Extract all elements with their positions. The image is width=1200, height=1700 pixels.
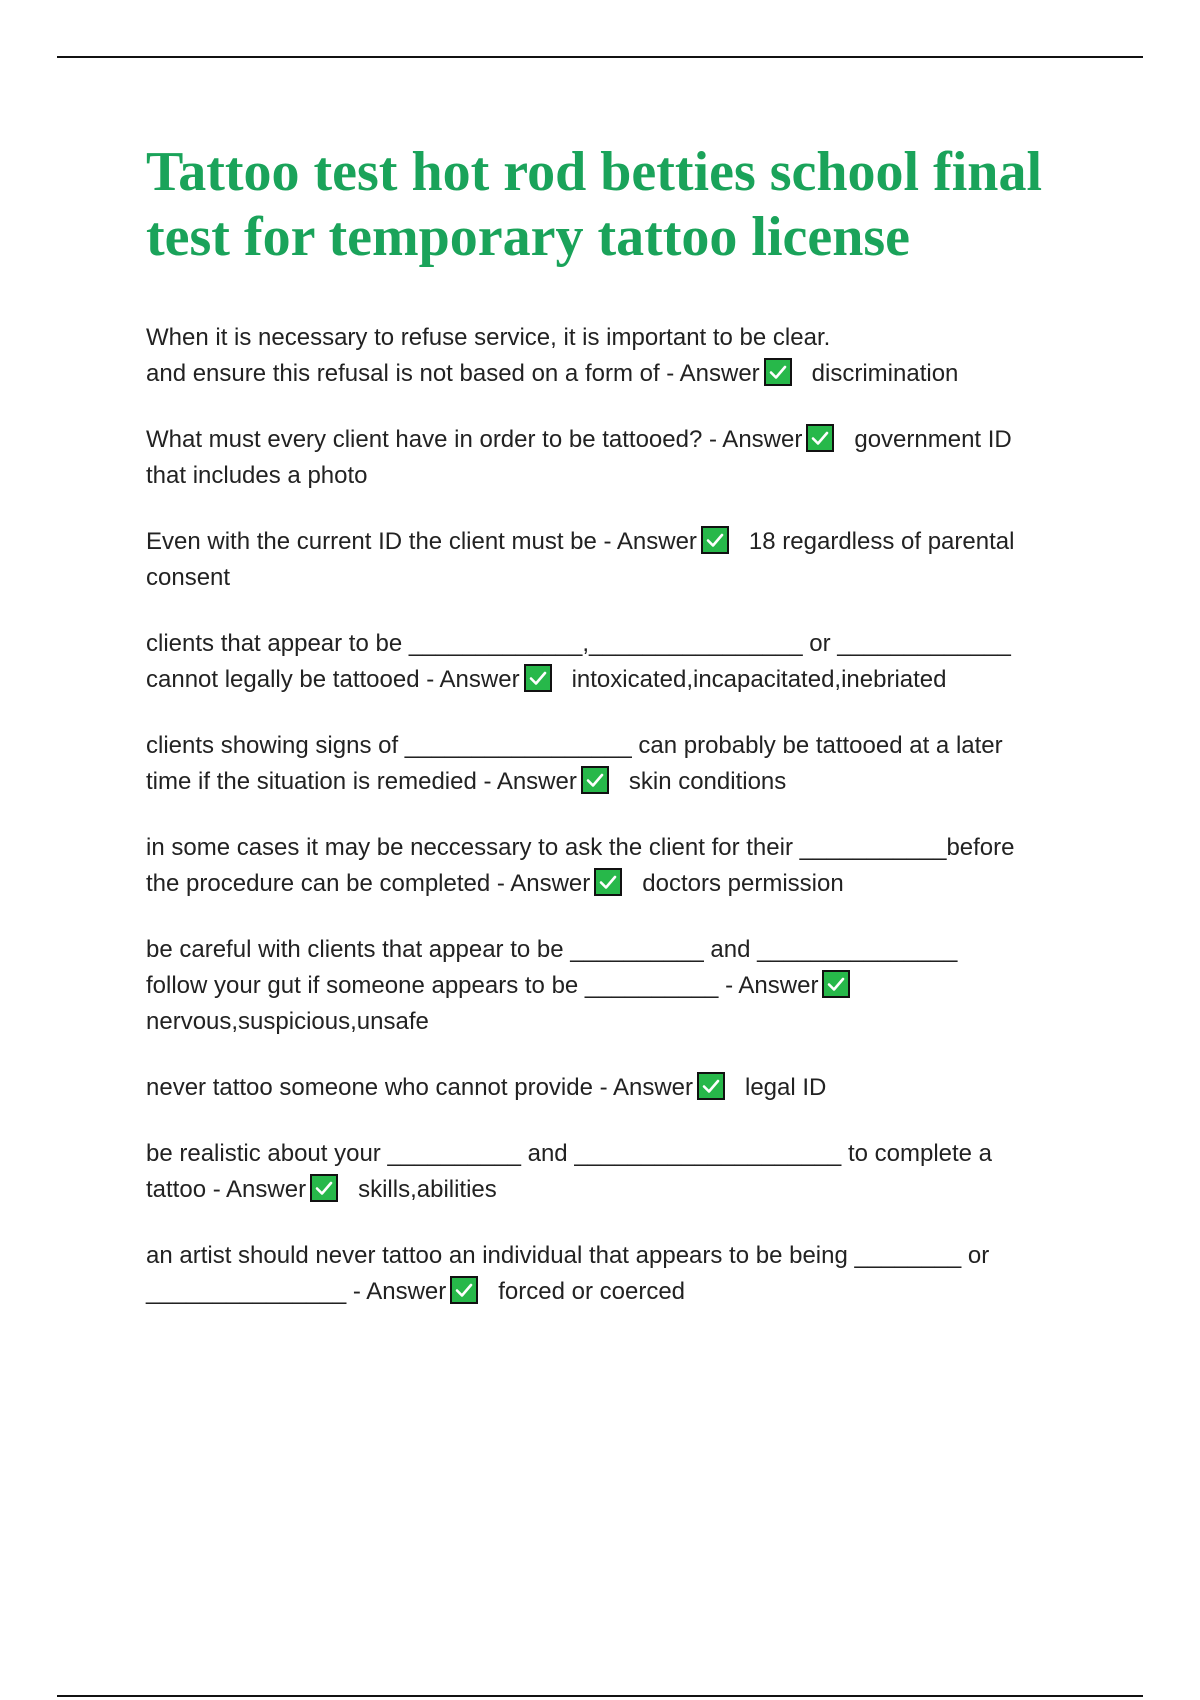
- qa-question-line: [146, 626, 1106, 662]
- qa-question-line: [146, 932, 1106, 968]
- qa-item: [146, 422, 1106, 494]
- question-text: follow your gut if someone appears to be __________ - Answer: [146, 972, 819, 999]
- answer-continuation: nervous,suspicious,unsafe: [146, 1008, 429, 1035]
- answer-text: forced or coerced: [498, 1278, 686, 1305]
- title-line-2: test for temporary tattoo license: [146, 206, 911, 268]
- question-text: clients showing signs of _________________ can probably be tattooed at a later: [146, 732, 1003, 759]
- qa-item: [146, 830, 1106, 902]
- qa-question-line: [146, 764, 1106, 800]
- check-mark-icon: [701, 526, 729, 554]
- check-mark-icon: [310, 1174, 338, 1202]
- check-mark-icon: [806, 424, 834, 452]
- question-text: time if the situation is remedied - Answer: [146, 768, 577, 795]
- check-mark-icon: [524, 664, 552, 692]
- answer-text: skin conditions: [628, 768, 787, 795]
- answer-text: legal ID: [744, 1074, 827, 1101]
- check-mark-icon: [594, 868, 622, 896]
- answer-text: doctors permission: [642, 870, 844, 897]
- question-text: _______________ - Answer: [146, 1278, 447, 1305]
- question-text: be careful with clients that appear to be __________ and _______________: [146, 936, 958, 963]
- answer-text: skills,abilities: [358, 1176, 497, 1203]
- top-rule: [57, 56, 1143, 58]
- qa-question-line: [146, 422, 1106, 458]
- qa-item: [146, 1238, 1106, 1310]
- question-text: Even with the current ID the client must be - Answer: [146, 528, 697, 555]
- qa-item: [146, 1136, 1106, 1208]
- check-mark-icon: [697, 1072, 725, 1100]
- qa-item: [146, 320, 1106, 392]
- question-text: What must every client have in order to be tattooed? - Answer: [146, 426, 803, 453]
- qa-item: [146, 1070, 1106, 1106]
- qa-question-line: [146, 524, 1106, 560]
- qa-item: [146, 524, 1106, 596]
- qa-question-line: [146, 866, 1106, 902]
- qa-question-line: [146, 968, 1106, 1004]
- qa-question-line: [146, 1136, 1106, 1172]
- qa-item: [146, 728, 1106, 800]
- question-text: and ensure this refusal is not based on a form of - Answer: [146, 360, 760, 387]
- qa-question-line: [146, 1238, 1106, 1274]
- question-text: tattoo - Answer: [146, 1176, 307, 1203]
- question-text: clients that appear to be _____________,________________ or _____________: [146, 630, 1011, 657]
- page-title: [146, 140, 1106, 270]
- check-mark-icon: [764, 358, 792, 386]
- qa-item: [146, 626, 1106, 698]
- qa-question-line: [146, 320, 1106, 356]
- question-text: cannot legally be tattooed - Answer: [146, 666, 520, 693]
- question-text: never tattoo someone who cannot provide - Answer: [146, 1074, 693, 1101]
- qa-question-line: [146, 662, 1106, 698]
- answer-text: 18 regardless of parental: [748, 528, 1015, 555]
- question-text: be realistic about your __________ and ____________________ to complete a: [146, 1140, 993, 1167]
- qa-question-line: [146, 1070, 1106, 1106]
- answer-text: intoxicated,incapacitated,inebriated: [571, 666, 947, 693]
- check-mark-icon: [822, 970, 850, 998]
- answer-continuation: consent: [146, 564, 231, 591]
- answer-continuation: that includes a photo: [146, 462, 368, 489]
- qa-question-line: [146, 356, 1106, 392]
- answer-text: discrimination: [811, 360, 959, 387]
- question-text: an artist should never tattoo an individual that appears to be being ________ or: [146, 1242, 990, 1269]
- question-text: in some cases it may be neccessary to ask the client for their ___________before: [146, 834, 1015, 861]
- bottom-rule: [57, 1695, 1143, 1697]
- question-text: the procedure can be completed - Answer: [146, 870, 591, 897]
- check-mark-icon: [581, 766, 609, 794]
- qa-list: [146, 320, 1106, 1340]
- question-text: When it is necessary to refuse service, it is important to be clear.: [146, 324, 831, 351]
- qa-question-line: [146, 1274, 1106, 1310]
- answer-text: government ID: [854, 426, 1012, 453]
- qa-item: [146, 932, 1106, 1040]
- qa-question-line: [146, 728, 1106, 764]
- check-mark-icon: [450, 1276, 478, 1304]
- qa-question-line: [146, 1172, 1106, 1208]
- qa-question-line: [146, 830, 1106, 866]
- title-line-1: Tattoo test hot rod betties school final: [146, 141, 1042, 203]
